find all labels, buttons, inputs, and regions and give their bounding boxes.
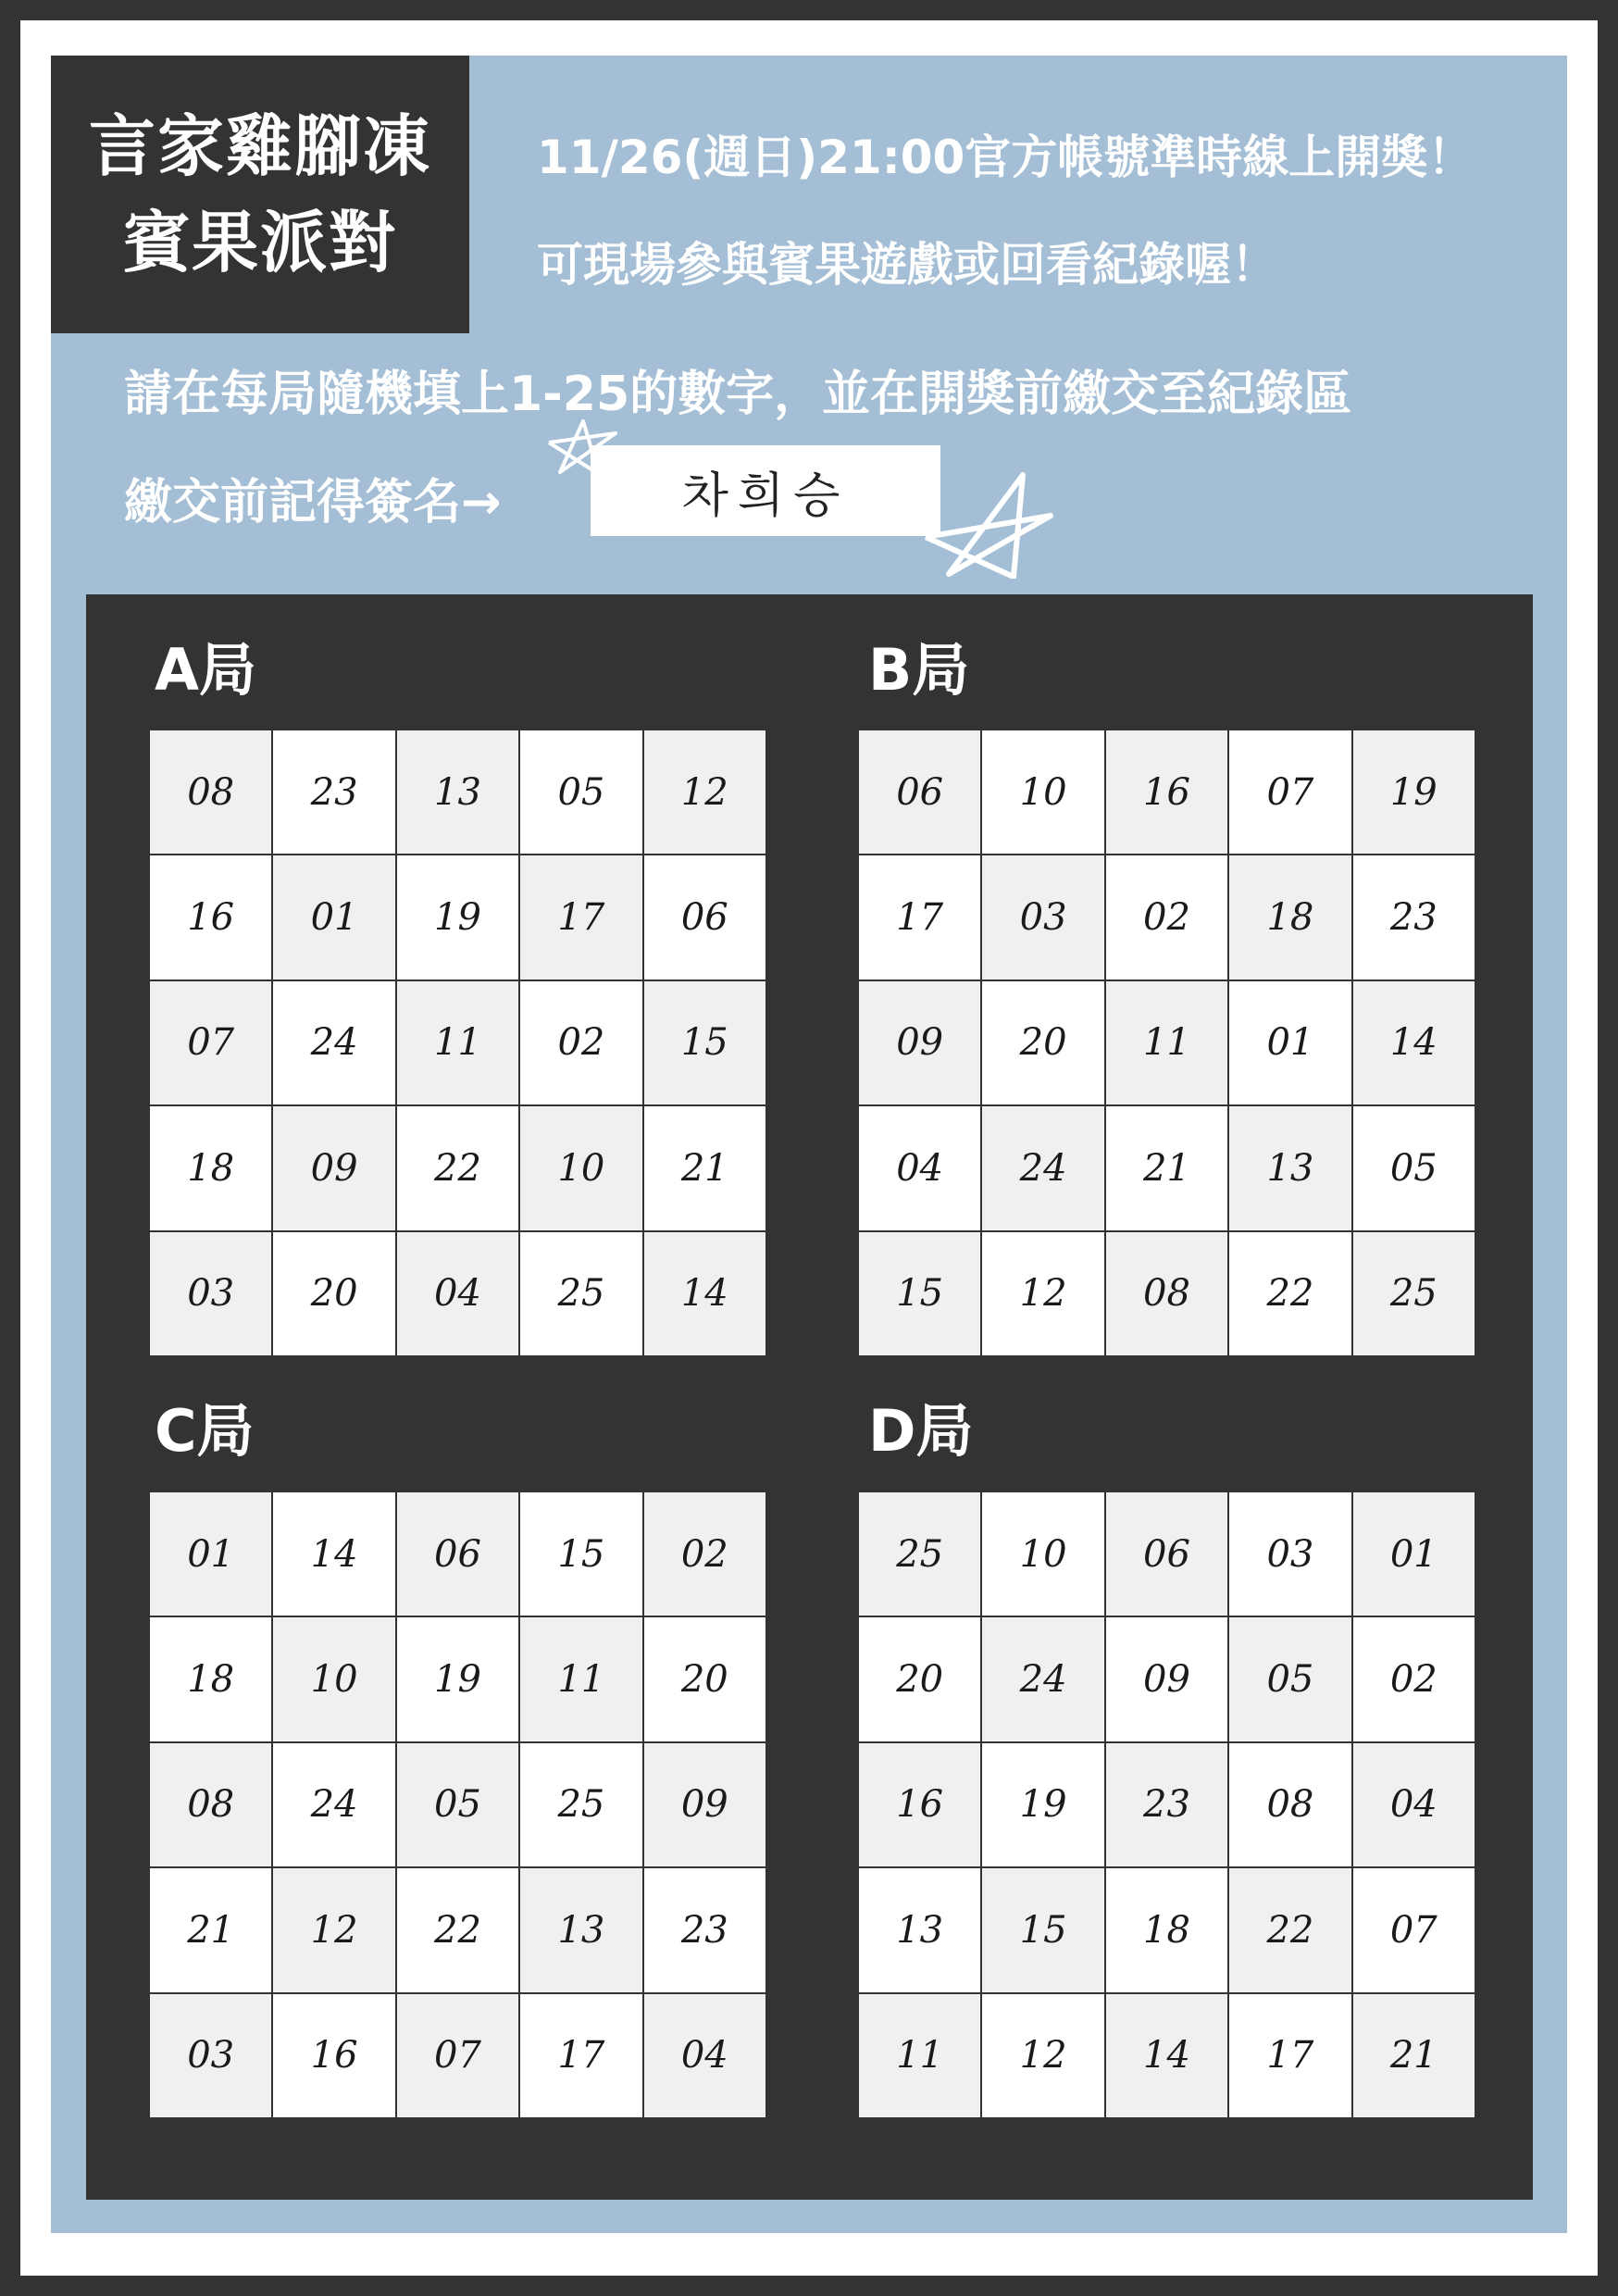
bingo-cell[interactable]: 14 bbox=[1353, 981, 1475, 1104]
bingo-cell[interactable]: 08 bbox=[1106, 1232, 1227, 1355]
bingo-cell[interactable]: 15 bbox=[520, 1492, 641, 1616]
bingo-cell[interactable]: 11 bbox=[859, 1994, 980, 2117]
bingo-cell[interactable]: 02 bbox=[644, 1492, 765, 1616]
bingo-cell[interactable]: 23 bbox=[1353, 855, 1475, 979]
instruction-line-2: 繳交前記得簽名→ bbox=[124, 475, 502, 530]
bingo-cell[interactable]: 10 bbox=[982, 730, 1103, 854]
bingo-cell[interactable]: 20 bbox=[273, 1232, 394, 1355]
bingo-cell[interactable]: 06 bbox=[397, 1492, 518, 1616]
bingo-cell[interactable]: 20 bbox=[982, 981, 1103, 1104]
title-box bbox=[51, 56, 469, 333]
bingo-cell[interactable]: 01 bbox=[150, 1492, 271, 1616]
bingo-cell[interactable]: 11 bbox=[1106, 981, 1227, 1104]
bingo-cell[interactable]: 25 bbox=[520, 1232, 641, 1355]
bingo-cell[interactable]: 08 bbox=[1229, 1743, 1350, 1866]
bingo-cell[interactable]: 07 bbox=[150, 981, 271, 1104]
bingo-cell[interactable]: 03 bbox=[150, 1232, 271, 1355]
bingo-cell[interactable]: 04 bbox=[859, 1106, 980, 1229]
bingo-cell[interactable]: 07 bbox=[1353, 1868, 1475, 1991]
bingo-cell[interactable]: 22 bbox=[1229, 1868, 1350, 1991]
bingo-cell[interactable]: 12 bbox=[982, 1232, 1103, 1355]
bingo-cell[interactable]: 11 bbox=[397, 981, 518, 1104]
bingo-cell[interactable]: 06 bbox=[644, 855, 765, 979]
bingo-cell[interactable]: 25 bbox=[859, 1492, 980, 1616]
instruction-line-1: 請在每局隨機填上1-25的數字，並在開獎前繳交至紀錄區 bbox=[124, 367, 1352, 422]
bingo-cell[interactable]: 13 bbox=[397, 730, 518, 854]
bingo-cell[interactable]: 05 bbox=[1353, 1106, 1475, 1229]
bingo-cell[interactable]: 07 bbox=[1229, 730, 1350, 854]
bingo-cell[interactable]: 11 bbox=[520, 1617, 641, 1741]
bingo-cell[interactable]: 03 bbox=[1229, 1492, 1350, 1616]
bingo-grid-b bbox=[857, 729, 1476, 1357]
bingo-grid-c bbox=[148, 1491, 767, 2119]
bingo-cell[interactable]: 19 bbox=[982, 1743, 1103, 1866]
bingo-cell[interactable]: 04 bbox=[397, 1232, 518, 1355]
bingo-cell[interactable]: 21 bbox=[150, 1868, 271, 1991]
bingo-cell[interactable]: 09 bbox=[859, 981, 980, 1104]
bingo-cell[interactable]: 14 bbox=[273, 1492, 394, 1616]
bingo-cell[interactable]: 12 bbox=[273, 1868, 394, 1991]
bingo-cell[interactable]: 24 bbox=[982, 1617, 1103, 1741]
bingo-cell[interactable]: 17 bbox=[520, 1994, 641, 2117]
bingo-cell[interactable]: 16 bbox=[150, 855, 271, 979]
bingo-grid-a bbox=[148, 729, 767, 1357]
bingo-cell[interactable]: 18 bbox=[150, 1617, 271, 1741]
bingo-cell[interactable]: 17 bbox=[1229, 1994, 1350, 2117]
bingo-cell[interactable]: 14 bbox=[1106, 1994, 1227, 2117]
bingo-cell[interactable]: 07 bbox=[397, 1994, 518, 2117]
bingo-cell[interactable]: 09 bbox=[273, 1106, 394, 1229]
bingo-cell[interactable]: 13 bbox=[1229, 1106, 1350, 1229]
bingo-cell[interactable]: 21 bbox=[1106, 1106, 1227, 1229]
bingo-grid-d bbox=[857, 1491, 1476, 2119]
bingo-cell[interactable]: 19 bbox=[397, 855, 518, 979]
bingo-cell[interactable]: 02 bbox=[520, 981, 641, 1104]
bingo-cell[interactable]: 16 bbox=[859, 1743, 980, 1866]
bingo-cell[interactable]: 25 bbox=[1353, 1232, 1475, 1355]
bingo-cell[interactable]: 23 bbox=[644, 1868, 765, 1991]
bingo-cell[interactable]: 24 bbox=[982, 1106, 1103, 1229]
header-line-2: 可現場參與賓果遊戲或回看紀錄喔！ bbox=[537, 238, 1277, 292]
bingo-cell[interactable]: 06 bbox=[859, 730, 980, 854]
bingo-cell[interactable]: 15 bbox=[644, 981, 765, 1104]
title-line-2: 賓果派對 bbox=[122, 204, 397, 281]
bingo-cell[interactable]: 18 bbox=[1229, 855, 1350, 979]
bingo-cell[interactable]: 05 bbox=[1229, 1617, 1350, 1741]
bingo-cell[interactable]: 01 bbox=[1229, 981, 1350, 1104]
bingo-cell[interactable]: 20 bbox=[859, 1617, 980, 1741]
signature-box[interactable] bbox=[591, 445, 940, 536]
bingo-cell[interactable]: 01 bbox=[273, 855, 394, 979]
bingo-cell[interactable]: 03 bbox=[982, 855, 1103, 979]
bingo-cell[interactable]: 01 bbox=[1353, 1492, 1475, 1616]
bingo-cell[interactable]: 04 bbox=[644, 1994, 765, 2117]
bingo-cell[interactable]: 23 bbox=[273, 730, 394, 854]
bingo-cell[interactable]: 22 bbox=[397, 1868, 518, 1991]
bingo-cell[interactable]: 13 bbox=[859, 1868, 980, 1991]
round-d-label: D局 bbox=[868, 1397, 974, 1465]
bingo-cell[interactable]: 10 bbox=[982, 1492, 1103, 1616]
bingo-cell[interactable]: 10 bbox=[520, 1106, 641, 1229]
round-b-label: B局 bbox=[868, 636, 970, 704]
bingo-cell[interactable]: 08 bbox=[150, 1743, 271, 1866]
bingo-cell[interactable]: 15 bbox=[982, 1868, 1103, 1991]
bingo-cell[interactable]: 16 bbox=[1106, 730, 1227, 854]
bingo-cell[interactable]: 17 bbox=[520, 855, 641, 979]
bingo-cell[interactable]: 24 bbox=[273, 981, 394, 1104]
star-doodle-icon bbox=[921, 468, 1060, 579]
bingo-cell[interactable]: 18 bbox=[150, 1106, 271, 1229]
bingo-cell[interactable]: 02 bbox=[1353, 1617, 1475, 1741]
bingo-cell[interactable]: 22 bbox=[1229, 1232, 1350, 1355]
signature: 차희승 bbox=[681, 468, 850, 524]
bingo-cell[interactable]: 17 bbox=[859, 855, 980, 979]
bingo-cell[interactable]: 25 bbox=[520, 1743, 641, 1866]
bingo-cell[interactable]: 12 bbox=[644, 730, 765, 854]
bingo-cell[interactable]: 12 bbox=[982, 1994, 1103, 2117]
bingo-cell[interactable]: 20 bbox=[644, 1617, 765, 1741]
bingo-cell[interactable]: 06 bbox=[1106, 1492, 1227, 1616]
bingo-cell[interactable]: 19 bbox=[1353, 730, 1475, 854]
bingo-cell[interactable]: 19 bbox=[397, 1617, 518, 1741]
bingo-cell[interactable]: 24 bbox=[273, 1743, 394, 1866]
bingo-cell[interactable]: 13 bbox=[520, 1868, 641, 1991]
bingo-cell[interactable]: 09 bbox=[644, 1743, 765, 1866]
bingo-cell[interactable]: 09 bbox=[1106, 1617, 1227, 1741]
bingo-cell[interactable]: 04 bbox=[1353, 1743, 1475, 1866]
bingo-cell[interactable]: 18 bbox=[1106, 1868, 1227, 1991]
bingo-cell[interactable]: 08 bbox=[150, 730, 271, 854]
bingo-cell[interactable]: 21 bbox=[1353, 1994, 1475, 2117]
header-line-1: 11/26(週日)21:00官方帳號準時線上開獎！ bbox=[537, 131, 1475, 184]
bingo-cell[interactable]: 21 bbox=[644, 1106, 765, 1229]
bingo-cell[interactable]: 02 bbox=[1106, 855, 1227, 979]
bingo-cell[interactable]: 15 bbox=[859, 1232, 980, 1355]
round-a-label: A局 bbox=[155, 636, 256, 704]
bingo-cell[interactable]: 05 bbox=[397, 1743, 518, 1866]
bingo-cell[interactable]: 05 bbox=[520, 730, 641, 854]
round-c-label: C局 bbox=[155, 1397, 255, 1465]
bingo-cell[interactable]: 22 bbox=[397, 1106, 518, 1229]
bingo-cell[interactable]: 03 bbox=[150, 1994, 271, 2117]
bingo-cell[interactable]: 10 bbox=[273, 1617, 394, 1741]
bingo-cell[interactable]: 14 bbox=[644, 1232, 765, 1355]
bingo-cell[interactable]: 16 bbox=[273, 1994, 394, 2117]
bingo-cell[interactable]: 23 bbox=[1106, 1743, 1227, 1866]
title-line-1: 言家雞腳凍 bbox=[88, 107, 431, 185]
